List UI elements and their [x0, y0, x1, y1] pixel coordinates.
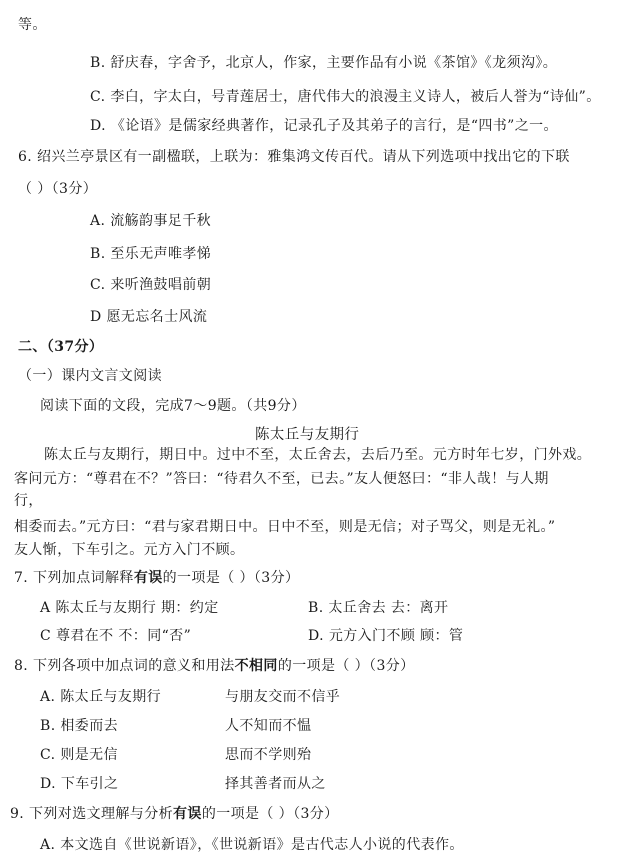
q8-option-a-right: 与朋友交而不信乎: [225, 689, 341, 705]
q7-option-d: D. 元方入门不顾 顾：管: [308, 628, 464, 644]
q6-option-d: D 愿无忘名士风流: [90, 309, 208, 325]
section-two-part-one: （一）课内文言文阅读: [18, 368, 162, 384]
q7-option-b: B. 太丘舍去 去：离开: [308, 600, 449, 616]
q5-option-b: B. 舒庆春，字舍予，北京人，作家，主要作品有小说《茶馆》《龙须沟》。: [90, 55, 558, 71]
passage-line-3: 行，: [14, 493, 43, 509]
q6-answer-paren: （ ）（3分）: [18, 181, 98, 197]
passage-line-4: 相委而去。”元方曰：“君与家君期日中。日中不至，则是无信；对子骂父，则是无礼。”: [14, 519, 556, 535]
q9-stem-prefix: 9. 下列对选文理解与分析: [10, 806, 174, 822]
q8-option-d-right: 择其善者而从之: [225, 776, 326, 792]
q8-stem: [14, 657, 415, 675]
q8-option-b-left: B. 相委而去: [40, 718, 118, 734]
q5-option-c: C. 李白，字太白，号青莲居士，唐代伟大的浪漫主义诗人，被后人誉为“诗仙”。: [90, 89, 601, 105]
q9-stem-emphasis: 有误: [173, 806, 202, 822]
reading-instruction: 阅读下面的文段，完成7～9题。（共9分）: [40, 398, 306, 414]
q5-continuation: 等。: [18, 17, 47, 33]
section-two-heading: 二、（37分）: [18, 339, 104, 355]
q7-option-c: C 尊君在不 不：同“否”: [40, 628, 192, 644]
q8-stem-suffix: 的一项是（ ）（3分）: [277, 658, 415, 674]
q7-option-a: A 陈太丘与友期行 期：约定: [40, 600, 219, 616]
q9-stem-suffix: 的一项是（ ）（3分）: [201, 806, 339, 822]
q7-stem: [14, 569, 299, 587]
q7-stem-prefix: 7. 下列加点词解释: [14, 570, 134, 586]
q9-stem: [10, 805, 339, 823]
q9-option-a: A. 本文选自《世说新语》，《世说新语》是古代志人小说的代表作。: [40, 837, 464, 853]
q8-option-d-left: D. 下车引之: [40, 776, 119, 792]
q7-stem-emphasis: 有误: [133, 570, 163, 586]
q6-option-a: A. 流觞韵事足千秋: [90, 213, 212, 229]
q8-option-b-right: 人不知而不愠: [225, 718, 312, 734]
q8-stem-prefix: 8. 下列各项中加点词的意义和用法: [14, 658, 235, 674]
passage-title: 陈太丘与友期行: [255, 427, 360, 443]
q8-option-a-left: A. 陈太丘与友期行: [40, 689, 162, 705]
q8-option-c-right: 思而不学则殆: [225, 747, 312, 763]
q5-option-d: D. 《论语》是儒家经典著作，记录孔子及其弟子的言行，是“四书”之一。: [90, 118, 558, 134]
q8-stem-emphasis: 不相同: [234, 658, 278, 674]
passage-line-2: 客问元方：“尊君在不？”答曰：“待君久不至，已去。”友人便怒曰：“非人哉！与人期: [14, 471, 549, 487]
q7-stem-suffix: 的一项是（ ）（3分）: [162, 570, 300, 586]
q6-stem: 6. 绍兴兰亭景区有一副楹联，上联为：雅集鸿文传百代。请从下列选项中找出它的下联: [18, 149, 570, 165]
passage-line-1: 陈太丘与友期行，期日中。过中不至，太丘舍去，去后乃至。元方时年七岁，门外戏。: [44, 447, 592, 463]
q8-option-c-left: C. 则是无信: [40, 747, 118, 763]
passage-line-5: 友人惭，下车引之。元方入门不顾。: [14, 542, 245, 558]
q6-option-c: C. 来听渔鼓唱前朝: [90, 277, 212, 293]
q6-option-b: B. 至乐无声唯孝悌: [90, 246, 212, 262]
